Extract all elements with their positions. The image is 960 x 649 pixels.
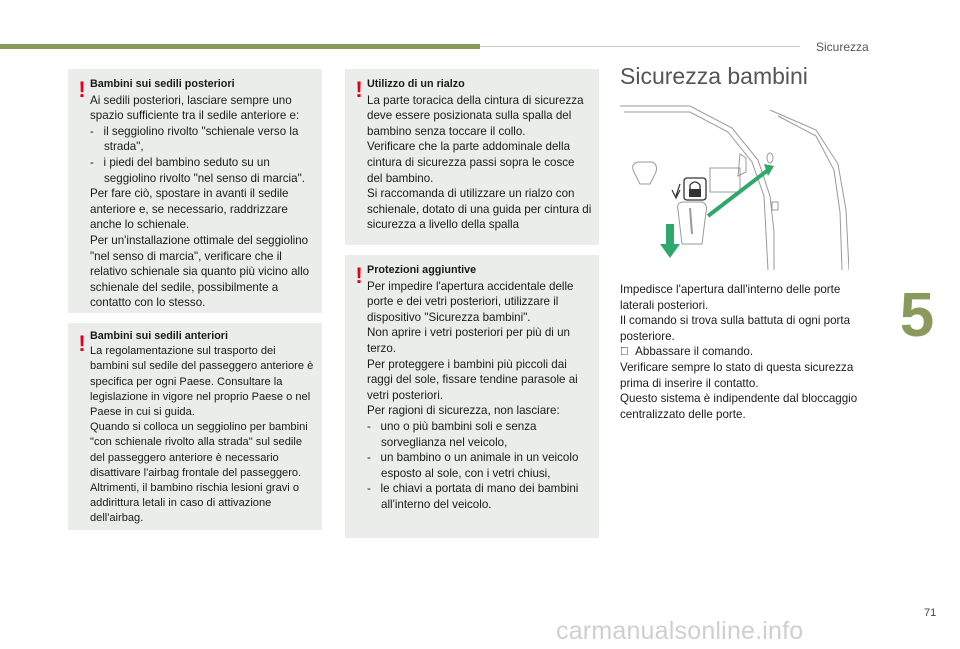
warning-list-item: - le chiavi a portata di mano dei bambini all'interno del veicolo. [367,482,579,511]
pointer-arrow [708,170,768,216]
header-accent-bar [0,44,480,49]
body-instruction: Abbassare il comando. [620,345,745,359]
chapter-number: 5 [899,281,935,350]
section-title: Sicurezza [816,40,869,54]
warning-list-item: - uno o più bambini soli e senza sorveglianza nel veicolo, [367,419,537,449]
warning-heading: Bambini sui sedili posteriori [90,78,235,90]
body-paragraph: Questo sistema è indipendente dal bloccaggio centralizzato delle porte. [620,392,858,421]
warning-box-booster [345,69,599,245]
warning-icon: ! [355,263,363,288]
warning-heading: Utilizzo di un rialzo [367,78,465,90]
green-arrow-down-icon [660,224,680,258]
warning-text: Non aprire i vetri posteriori per più di un terzo. [367,326,570,355]
arrow-down-icon [672,184,680,198]
warning-text: Per impedire l'apertura accidentale delle porte e dei vetri posteriori, utilizzare il dispositivo "Sicurezza bambini". [367,279,574,324]
warning-icon: ! [78,77,86,102]
child-lock-illustration [620,100,849,270]
warning-text: Verificare che la parte addominale della cintura di sicurezza passi sopra le cosce del bambino. [367,140,575,185]
lock-icon [684,178,706,200]
warning-heading: Bambini sui sedili anteriori [90,330,228,342]
warning-text: Ai sedili posteriori, lasciare sempre uno spazio sufficiente tra il sedile anteriore e: [90,93,300,123]
warning-text: Per proteggere i bambini più piccoli dai raggi del sole, fissare tendine parasole ai vetri posteriori. [367,357,578,402]
warning-heading: Protezioni aggiuntive [367,264,477,276]
warning-list-item: - un bambino o un animale in un veicolo esposto al sole, con i vetri chiusi, [367,451,579,480]
watermark: carmanualsonline.info [556,617,804,645]
warning-text: Per ragioni di sicurezza, non lasciare: [367,404,560,418]
body-paragraph: Impedisce l'apertura dall'interno delle porte laterali posteriori. [620,283,841,312]
warning-list-item: - i piedi del bambino seduto su un seggiolino rivolto "nel senso di marcia". [90,155,305,185]
warning-box-rear-seats [68,69,322,313]
warning-text: La parte toracica della cintura di sicurezza deve essere posizionata sulla spalla del bambino senza toccare il collo. [367,93,584,138]
page-number: 71 [924,607,937,619]
warning-icon: ! [355,77,363,102]
warning-list-item: - il seggiolino rivolto "schienale verso la strada", [90,124,299,154]
warning-box-extra-protection [345,255,599,538]
warning-box-front-seats [68,323,322,530]
warning-text: La regolamentazione sul trasporto dei bambini sul sedile del passeggero anteriore è specifica per ogni Paese. Consultare la legislazione in vigore nel proprio Paese o nel Paese in cui si guida. [90,345,314,419]
body-paragraph: Verificare sempre lo stato di questa sicurezza prima di inserire il contatto. [620,360,854,390]
header-rule [480,46,800,47]
child-lock-description [620,282,870,422]
child-lock-title: Sicurezza bambini [620,63,808,89]
warning-icon: ! [78,331,86,356]
warning-text: Per un'installazione ottimale del seggiolino "nel senso di marcia", verificare che il relativo schienale sia quanto più vicino allo schienale del sedile, possibilmente a contatto con lo stesso. [90,233,310,310]
body-paragraph: Il comando si trova sulla battuta di ogni porta posteriore. [620,314,851,343]
warning-text: Per fare ciò, spostare in avanti il sedile anteriore e, se necessario, raddrizzare anche lo schienale. [90,187,289,232]
warning-text: Si raccomanda di utilizzare un rialzo con schienale, dotato di una guida per cintura di sicurezza a livello della spalla [367,187,592,232]
warning-text: Quando si colloca un seggiolino per bambini "con schienale rivolto alla strada" sul sedile del passeggero anteriore è necessario disattivare l'airbag frontale del passeggero. Altrimenti, il bambino rischia lesioni gravi o addirittura letali in caso di attivazione dell'airbag. [90,421,308,525]
